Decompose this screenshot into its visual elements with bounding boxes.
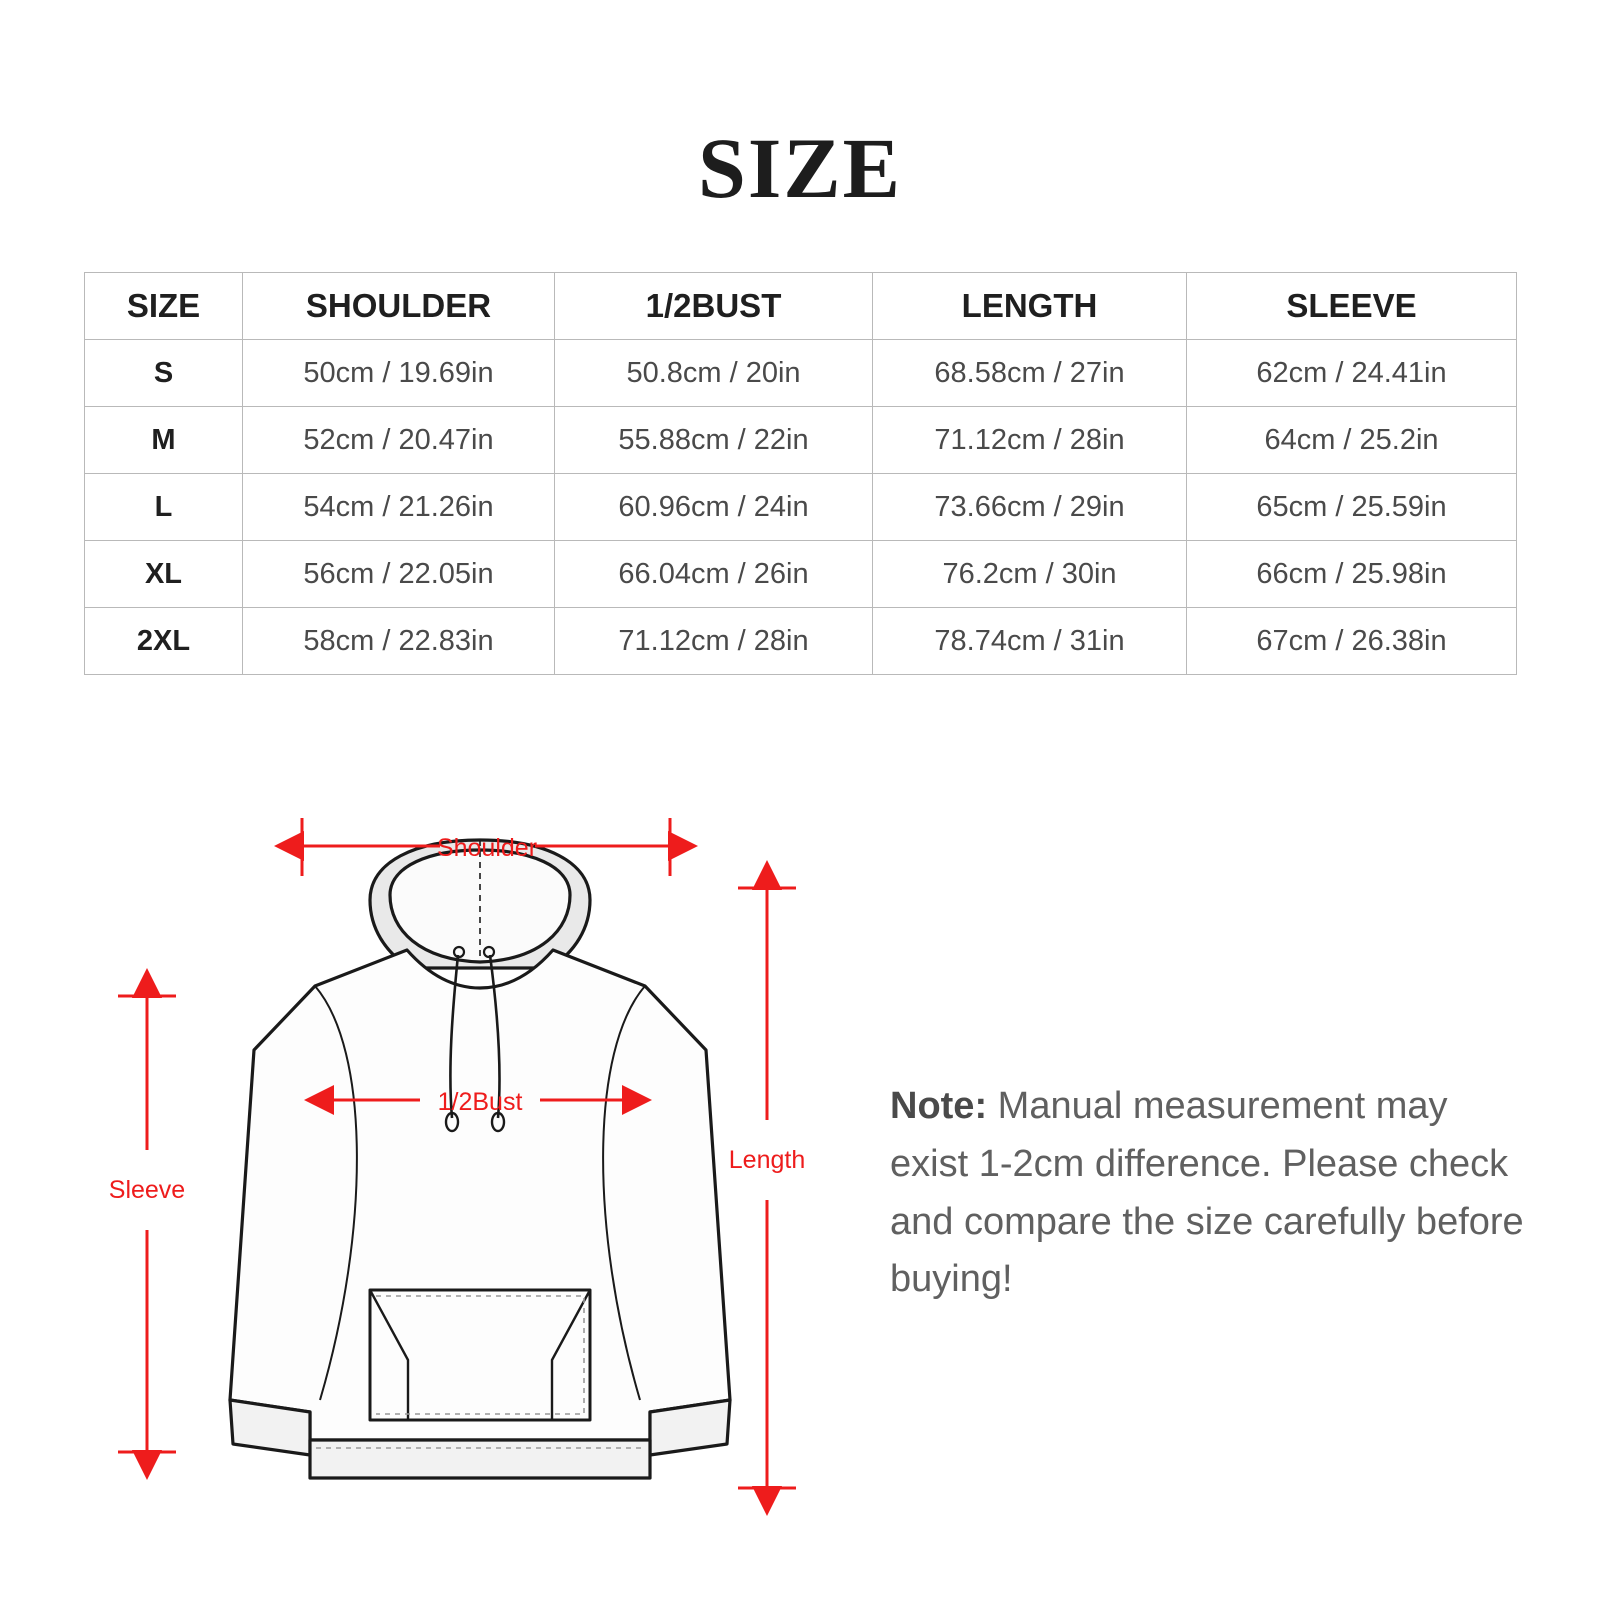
column-header-shoulder: SHOULDER — [243, 273, 555, 340]
cell-size: 2XL — [85, 608, 243, 675]
cell-sleeve: 64cm / 25.2in — [1187, 407, 1517, 474]
cell-length: 76.2cm / 30in — [873, 541, 1187, 608]
table-row — [85, 474, 1517, 541]
table-header-row — [85, 273, 1517, 340]
table-row — [85, 541, 1517, 608]
cell-shoulder: 52cm / 20.47in — [243, 407, 555, 474]
hoodie-measurement-diagram — [70, 800, 880, 1530]
cell-shoulder: 58cm / 22.83in — [243, 608, 555, 675]
measure-length — [738, 888, 796, 1488]
table-row — [85, 340, 1517, 407]
page-title: SIZE — [697, 120, 903, 216]
label-sleeve: Sleeve — [108, 1176, 186, 1204]
label-shoulder: Shoulder — [436, 834, 538, 862]
column-header-sleeve: SLEEVE — [1187, 273, 1517, 340]
cell-sleeve: 65cm / 25.59in — [1187, 474, 1517, 541]
cell-shoulder: 54cm / 21.26in — [243, 474, 555, 541]
cell-bust: 55.88cm / 22in — [555, 407, 873, 474]
hoodie-illustration — [230, 840, 730, 1478]
cell-length: 68.58cm / 27in — [873, 340, 1187, 407]
cell-bust: 60.96cm / 24in — [555, 474, 873, 541]
cell-size: M — [85, 407, 243, 474]
cell-sleeve: 67cm / 26.38in — [1187, 608, 1517, 675]
cell-length: 78.74cm / 31in — [873, 608, 1187, 675]
measurement-note — [890, 1078, 1530, 1309]
column-header-bust: 1/2BUST — [555, 273, 873, 340]
column-header-size: SIZE — [85, 273, 243, 340]
cell-size: L — [85, 474, 243, 541]
note-prefix: Note: — [890, 1085, 988, 1127]
table-row — [85, 608, 1517, 675]
label-bust: 1/2Bust — [437, 1088, 523, 1116]
table-row — [85, 407, 1517, 474]
label-length: Length — [728, 1146, 806, 1174]
cell-bust: 50.8cm / 20in — [555, 340, 873, 407]
cell-shoulder: 50cm / 19.69in — [243, 340, 555, 407]
cell-size: S — [85, 340, 243, 407]
cell-length: 71.12cm / 28in — [873, 407, 1187, 474]
cell-bust: 71.12cm / 28in — [555, 608, 873, 675]
measure-sleeve — [118, 996, 176, 1452]
cell-shoulder: 56cm / 22.05in — [243, 541, 555, 608]
note-text: Manual measurement may exist 1-2cm difference. Please check and compare the size carefully before buying! — [890, 1085, 1524, 1301]
size-chart-table — [84, 272, 1517, 675]
column-header-length: LENGTH — [873, 273, 1187, 340]
cell-length: 73.66cm / 29in — [873, 474, 1187, 541]
cell-size: XL — [85, 541, 243, 608]
cell-sleeve: 62cm / 24.41in — [1187, 340, 1517, 407]
cell-bust: 66.04cm / 26in — [555, 541, 873, 608]
cell-sleeve: 66cm / 25.98in — [1187, 541, 1517, 608]
